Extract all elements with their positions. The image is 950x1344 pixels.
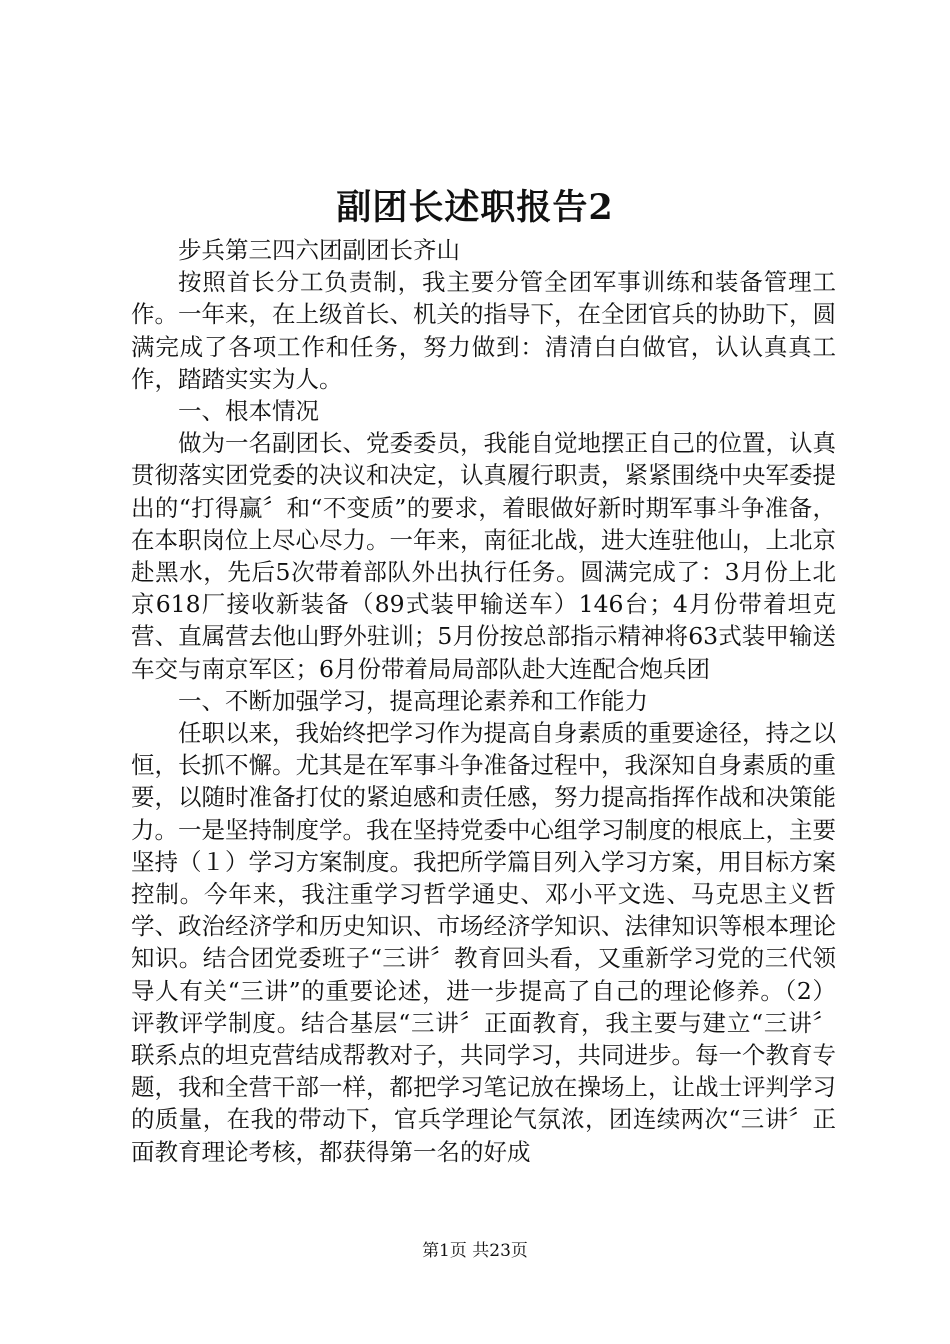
study-paragraph: 任职以来，我始终把学习作为提高自身素质的重要途径，持之以恒，长抓不懈。尤其是在军事斗争准备过程中，我深知自身素质的重要，以随时准备打仗的紧迫感和责任感，努力提高指挥作战和决策能力。一是坚持制度学。我在坚持党委中心组学习制度的根底上，主要坚持（１）学习方案制度。我把所学篇目列入学习方案，用目标方案控制。今年来，我注重学习哲学通史、邓小平文选、马克思主义哲学、政治经济学和历史知识、市场经济学知识、法律知识等根本理论知识。结合团党委班子“三讲〞教育回头看，又重新学习党的三代领导人有关“三讲”的重要论述，进一步提高了自己的理论修养。（2）评教评学制度。结合基层“三讲〞正面教育，我主要与建立“三讲〞联系点的坦克营结成帮教对子，共同学习，共同进步。每一个教育专题，我和全营干部一样，都把学习笔记放在操场上，让战士评判学习的质量，在我的带动下，官兵学理论气氛浓，团连续两次“三讲〞正面教育理论考核，都获得第一名的好成	[131, 719, 836, 1166]
page-number-footer: 第1页 共23页	[422, 1241, 528, 1261]
document-title: 副团长述职报告2	[336, 187, 614, 228]
document-body	[131, 234, 836, 1168]
section-heading-study: 一、不断加强学习，提高理论素养和工作能力	[178, 686, 648, 715]
section-heading-basic-situation: 一、根本情况	[178, 397, 319, 426]
author-line: 步兵第三四六团副团长齐山	[178, 236, 460, 264]
intro-paragraph: 按照首长分工负责制，我主要分管全团军事训练和装备管理工作。一年来，在上级首长、机关的指导下，在全团官兵的协助下，圆满完成了各项工作和任务，努力做到：清清白白做官，认认真真工作，踏踏实实为人。	[131, 268, 836, 393]
basic-situation-paragraph: 做为一名副团长、党委委员，我能自觉地摆正自己的位置，认真贯彻落实团党委的决议和决定，认真履行职责，紧紧围绕中央军委提出的“打得赢〞和“不变质”的要求，着眼做好新时期军事斗争准备，在本职岗位上尽心尽力。一年来，南征北战，进大连驻他山，上北京赴黑水，先后5次带着部队外出执行任务。圆满完成了：3月份上北京618厂接收新装备（89式装甲输送车）146台；4月份带着坦克营、直属营去他山野外驻训；5月份按总部指示精神将63式装甲输送车交与南京军区；6月份带着局局部队赴大连配合炮兵团	[131, 429, 836, 683]
